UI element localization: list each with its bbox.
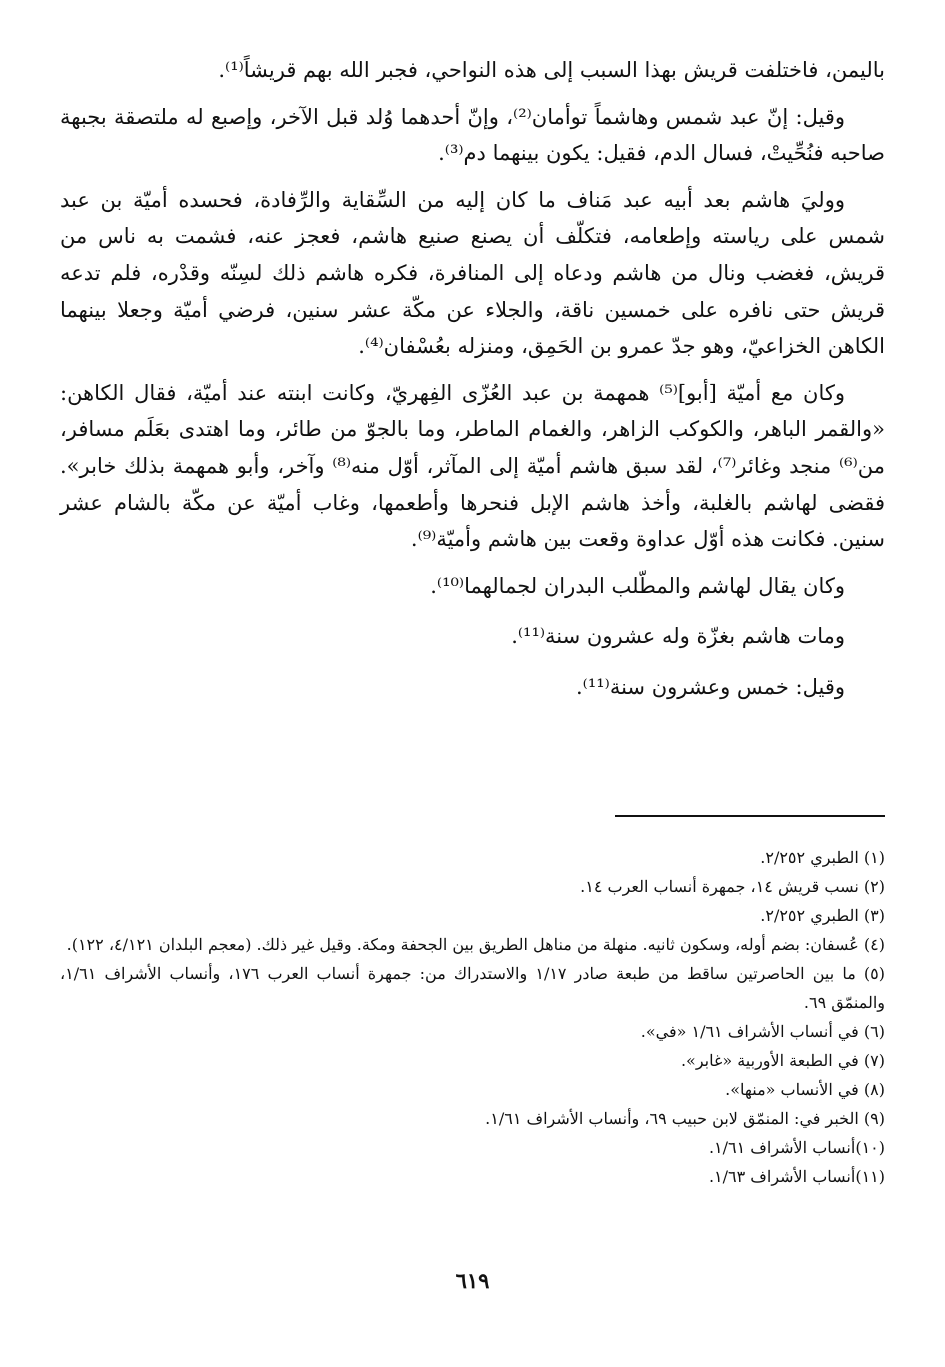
page-number: ٦١٩ — [455, 1268, 490, 1293]
paragraph: وقيل: خمس وعشرون سنة⁽¹¹⁾. — [575, 674, 845, 699]
footnote: (٤) عُسفان: بضم أوله، وسكون ثانيه. منهلة من مناهل الطريق بين الجحفة ومكة. وقيل غير ذلك. (معجم البلدان ٤/١٢١، ١٢٢). — [66, 935, 885, 954]
footnote: (١) الطبري ٢/٢٥٢. — [760, 848, 885, 867]
footnote: (٧) في الطبعة الأوربية «غابر». — [680, 1051, 885, 1070]
footnote: (٣) الطبري ٢/٢٥٢. — [760, 906, 885, 925]
footnote-divider — [615, 815, 885, 817]
paragraph: ووليَ هاشم بعد أبيه عبد مَناف ما كان إليه من السِّقاية والرِّفادة، فحسده أميّة بن عبد شمس على رياسته وإطعامه، فتكلّف أن يصنع صنيع هاشم، فعجز عنه، فشمت به ناس من قريش، فغضب ونال من هاشم ودعاه إلى المنافرة، فكره هاشم ذلك لسِنّه وقدْره، فلم تدعه قريش حتى نافره على خمسين ناقة، والجلاء عن مكّة عشر سنين، فرضي أميّة وجعلا بينهما الكاهن الخزاعيّ، وهو جدّ عمرو بن الحَمِق، ومنزله بعُسْفان⁽⁴⁾. — [60, 187, 885, 359]
footnotes — [60, 843, 885, 1191]
footnote: (٥) ما بين الحاصرتين ساقط من طبعة صادر ١/١٧ والاستدراك من: جمهرة أنساب العرب ١٧٦، وأنساب الأشراف ١/٦١، والمنمّق ٦٩. — [60, 964, 885, 1012]
footnote: (١١)أنساب الأشراف ١/٦٣. — [708, 1167, 885, 1186]
main-text — [60, 52, 885, 720]
footnote: (٩) الخبر في: المنمّق لابن حبيب ٦٩، وأنساب الأشراف ١/٦١. — [485, 1109, 885, 1128]
paragraph: وكان مع أميّة [أبو]⁽⁵⁾ همهمة بن عبد العُزّى الفِهريّ، وكانت ابنته عند أميّة، فقال الكاهن: «والقمر الباهر، والكوكب الزاهر، والغمام الماطر، وما بالجوّ من طائر، وما اهتدى بعَلَم مسافر، من⁽⁶⁾ منجد وغائر⁽⁷⁾، لقد سبق هاشم أميّة إلى المآثر، أوّل منه⁽⁸⁾ وآخر، وأبو همهمة بذلك خابر». فقضى لهاشم بالغلبة، وأخذ هاشم الإبل فنحرها وأطعمها، وغاب أميّة عن مكّة بالشام عشر سنين. فكانت هذه أوّل عداوة وقعت بين هاشم وأميّة⁽⁹⁾. — [60, 380, 885, 552]
footnote: (١٠)أنساب الأشراف ١/٦١. — [708, 1138, 885, 1157]
paragraph: وكان يقال لهاشم والمطّلب البدران لجمالهما⁽¹⁰⁾. — [430, 573, 845, 598]
footnote: (٢) نسب قريش ١٤، جمهرة أنساب العرب ١٤. — [580, 877, 885, 896]
paragraph: ومات هاشم بغزّة وله عشرون سنة⁽¹¹⁾. — [511, 624, 845, 649]
paragraph: باليمن، فاختلفت قريش بهذا السبب إلى هذه النواحي، فجبر الله بهم قريشاً⁽¹⁾. — [218, 58, 885, 82]
paragraph: وقيل: إنّ عبد شمس وهاشماً توأمان⁽²⁾، وإنّ أحدهما وُلد قبل الآخر، وإصبع له ملتصقة بجبهة صاحبه فنُحِّيتْ، فسال الدم، فقيل: يكون بينهما دم⁽³⁾. — [60, 104, 885, 166]
footnote: (٨) في الأنساب «منها». — [725, 1080, 885, 1099]
footnote: (٦) في أنساب الأشراف ١/٦١ «في». — [640, 1022, 885, 1041]
